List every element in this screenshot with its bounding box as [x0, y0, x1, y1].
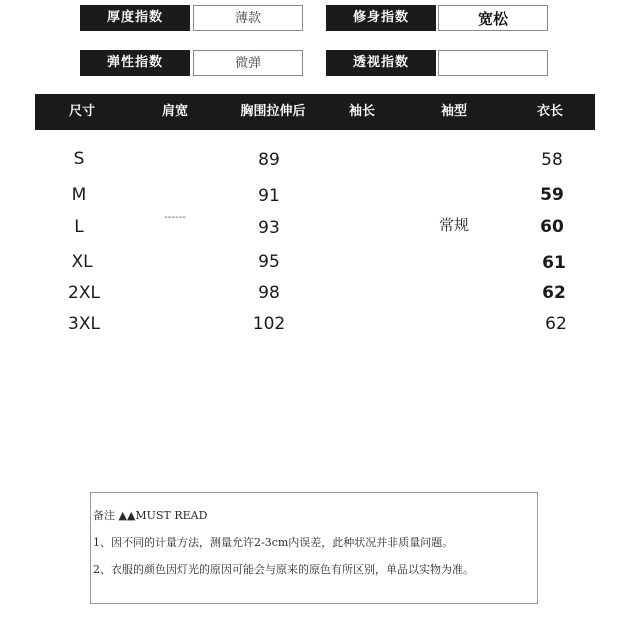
chest-cell: 93	[258, 218, 280, 238]
header-sleeve-length: 袖长	[348, 104, 375, 119]
note-box	[90, 492, 538, 604]
length-cell: 62	[545, 314, 567, 334]
chest-cell: 95	[258, 252, 280, 272]
note-line: 2、衣服的颜色因灯光的原因可能会与原来的原色有所区别，单品以实物为准。	[93, 563, 474, 576]
fit-label: 修身指数	[326, 5, 436, 31]
length-cell: 62	[542, 283, 566, 303]
header-length: 衣长	[536, 104, 563, 119]
chest-cell: 98	[258, 283, 280, 303]
elasticity-value: 微弹	[193, 50, 303, 76]
size-cell: XL	[71, 252, 93, 272]
fit-value: 宽松	[438, 5, 548, 31]
length-cell: 59	[540, 185, 564, 205]
elasticity-label: 弹性指数	[80, 50, 190, 76]
header-chest: 胸围拉伸后	[240, 104, 306, 119]
size-cell: S	[73, 149, 85, 169]
size-table-header	[35, 94, 595, 130]
length-cell: 58	[541, 150, 563, 170]
thickness-value: 薄款	[193, 5, 303, 31]
thickness-label: 厚度指数	[80, 5, 190, 31]
size-cell: 2XL	[68, 283, 100, 303]
header-shoulder: 肩宽	[161, 104, 188, 119]
length-cell: 60	[540, 217, 564, 237]
length-cell: 61	[542, 253, 566, 273]
size-cell: L	[74, 217, 84, 237]
chest-cell: 91	[258, 186, 280, 206]
header-sleeve-type: 袖型	[440, 104, 467, 119]
note-line: 1、因不同的计量方法，测量允许2-3cm内误差，此种状况并非质量问题。	[93, 536, 454, 549]
header-size: 尺寸	[68, 104, 95, 119]
size-cell: M	[71, 185, 87, 205]
chest-cell: 89	[258, 150, 280, 170]
transparency-value	[438, 50, 548, 76]
transparency-label: 透视指数	[326, 50, 436, 76]
note-title: 备注 ▲▲MUST READ	[93, 509, 208, 522]
sleeve-type-value: 常规	[438, 216, 469, 234]
shoulder-value: ------	[164, 212, 186, 223]
chest-cell: 102	[252, 314, 286, 334]
size-cell: 3XL	[68, 314, 100, 334]
